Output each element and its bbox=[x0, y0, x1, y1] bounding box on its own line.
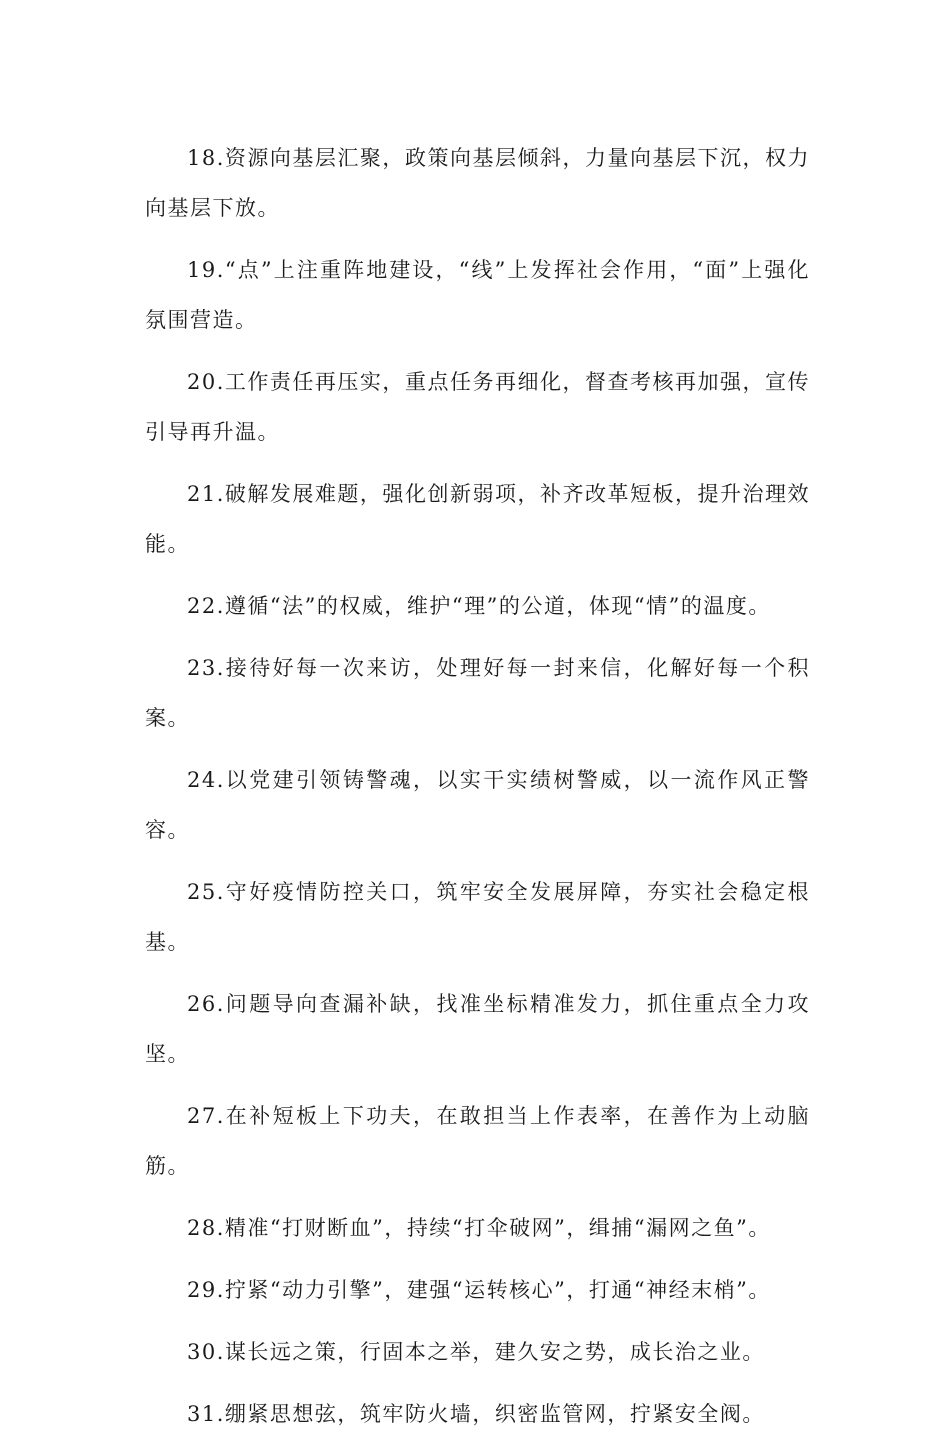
item-number: 27. bbox=[187, 1104, 225, 1128]
item-text: 以党建引领铸警魂，以实干实绩树警威，以一流作风正警容。 bbox=[145, 768, 810, 842]
item-number: 31. bbox=[187, 1402, 225, 1426]
list-item bbox=[145, 469, 810, 569]
list-item bbox=[145, 245, 810, 345]
item-number: 24. bbox=[187, 768, 225, 792]
item-text: 拧紧“动力引擎”，建强“运转核心”，打通“神经末梢”。 bbox=[224, 1278, 771, 1302]
item-text: 遵循“法”的权威，维护“理”的公道，体现“情”的温度。 bbox=[224, 594, 771, 618]
list-item bbox=[145, 133, 810, 233]
item-number: 30. bbox=[187, 1340, 225, 1364]
item-text: “点”上注重阵地建设，“线”上发挥社会作用，“面”上强化氛围营造。 bbox=[145, 258, 810, 332]
item-number: 18. bbox=[187, 146, 225, 170]
item-text: 工作责任再压实，重点任务再细化，督查考核再加强，宣传引导再升温。 bbox=[145, 370, 810, 444]
item-text: 守好疫情防控关口，筑牢安全发展屏障，夯实社会稳定根基。 bbox=[145, 880, 810, 954]
item-text: 资源向基层汇聚，政策向基层倾斜，力量向基层下沉，权力向基层下放。 bbox=[145, 146, 810, 220]
list-item bbox=[145, 357, 810, 457]
item-number: 26. bbox=[187, 992, 225, 1016]
list-item bbox=[145, 1265, 810, 1315]
item-text: 绷紧思想弦，筑牢防火墙，织密监管网，拧紧安全阀。 bbox=[224, 1402, 765, 1426]
item-text: 接待好每一次来访，处理好每一封来信，化解好每一个积案。 bbox=[145, 656, 810, 730]
list-item bbox=[145, 755, 810, 855]
list-item bbox=[145, 867, 810, 967]
item-number: 19. bbox=[187, 258, 225, 282]
item-number: 25. bbox=[187, 880, 225, 904]
item-text: 精准“打财断血”，持续“打伞破网”，缉捕“漏网之鱼”。 bbox=[224, 1216, 771, 1240]
list-item bbox=[145, 1389, 810, 1439]
list-item bbox=[145, 1327, 810, 1377]
item-text: 破解发展难题，强化创新弱项，补齐改革短板，提升治理效能。 bbox=[145, 482, 810, 556]
document-body bbox=[145, 133, 810, 1451]
item-number: 21. bbox=[187, 482, 225, 506]
list-item bbox=[145, 1203, 810, 1253]
list-item bbox=[145, 979, 810, 1079]
item-text: 在补短板上下功夫，在敢担当上作表率，在善作为上动脑筋。 bbox=[145, 1104, 810, 1178]
item-number: 29. bbox=[187, 1278, 225, 1302]
item-number: 20. bbox=[187, 370, 225, 394]
item-number: 22. bbox=[187, 594, 225, 618]
item-text: 谋长远之策，行固本之举，建久安之势，成长治之业。 bbox=[224, 1340, 765, 1364]
list-item bbox=[145, 581, 810, 631]
list-item bbox=[145, 643, 810, 743]
item-number: 23. bbox=[187, 656, 225, 680]
list-item bbox=[145, 1091, 810, 1191]
item-number: 28. bbox=[187, 1216, 225, 1240]
item-text: 问题导向查漏补缺，找准坐标精准发力，抓住重点全力攻坚。 bbox=[145, 992, 810, 1066]
